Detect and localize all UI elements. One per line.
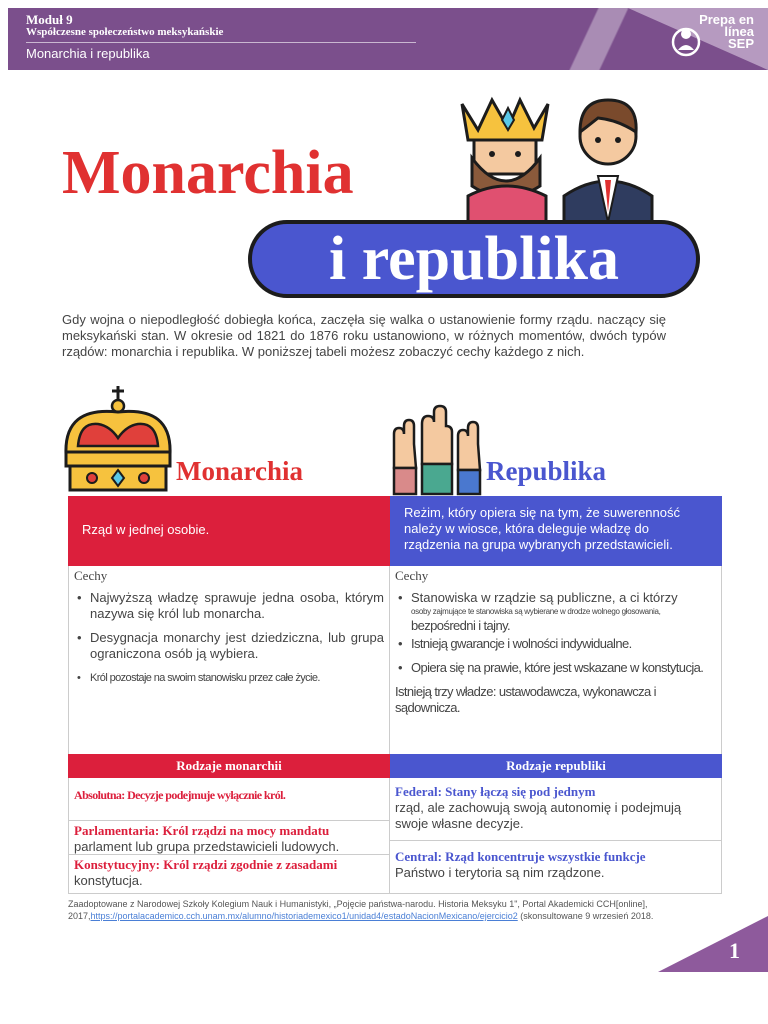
monarchy-types-header: Rodzaje monarchii	[68, 754, 390, 778]
page-number: 1	[729, 938, 740, 963]
feature-note: osoby zajmujące te stanowiska są wybierane w drodze wolnego głosowania,	[411, 607, 661, 616]
course-name: Współczesne społeczeństwo meksykańskie	[26, 26, 224, 38]
intro-paragraph: Gdy wojna o niepodległość dobiegła końca, zaczęła się walka o ustanowienie formy rządu. naczący się meksykański stan. W okresie od 1821 do 1876 roku ustanowiono, w różnych momentów, dwóch typów rządów: monarchia i republika. W poniższej tabeli możesz zobaczyć cechy każdego z nich.	[62, 312, 666, 359]
three-powers-text: Istnieją trzy władze: ustawodawcza, wykonawcza i sądownicza.	[395, 684, 656, 715]
page-header	[8, 8, 768, 70]
source-link[interactable]: https://portalacademico.cch.unam.mx/alumno/historiademexico1/unidad4/estadoNacionMexicano/ejercicio2	[90, 911, 518, 921]
king-and-president-icon	[458, 96, 658, 226]
monarchy-heading: Monarchia	[176, 456, 303, 486]
monarchy-types	[68, 778, 390, 894]
type-heading: Parlamentaria: Król rządzi na mocy mandatu	[74, 823, 330, 838]
logo-text	[699, 14, 754, 50]
logo-text-line: línea	[724, 24, 754, 39]
republic-type-federal	[390, 784, 721, 832]
monarchy-type-constitutional	[69, 854, 389, 889]
feature-text: Stanowiska w rządzie są publiczne, a ci którzy	[411, 590, 678, 605]
type-body: rząd, ale zachowują swoją autonomię i podejmują swoje własne decyzje.	[395, 800, 682, 831]
monarchy-type-absolute	[69, 788, 389, 803]
type-body: konstytucja.	[74, 873, 143, 888]
type-body: parlament lub grupa przedstawicieli ludowych.	[74, 839, 340, 854]
type-heading: Konstytucyjny: Król rządzi zgodnie z zasadami	[74, 857, 338, 872]
title-republika: i republika	[328, 225, 620, 293]
list-item: • Król pozostaje na swoim stanowisku przez całe życie.	[74, 670, 384, 686]
feature-tail: bezpośredni i tajny.	[411, 618, 511, 633]
type-body: Państwo i terytoria są nim rządzone.	[395, 865, 605, 880]
title-monarchia: Monarchia	[62, 139, 354, 207]
type-heading: Absolutna: Decyzje podejmuje wyłącznie król.	[74, 788, 286, 802]
module-label: Moduł 9	[26, 12, 73, 27]
logo-text-line: Prepa en	[699, 12, 754, 27]
republic-heading: Republika	[486, 456, 607, 486]
page-corner-decoration	[658, 916, 768, 972]
republic-type-central	[390, 840, 721, 881]
monarchy-features	[68, 566, 390, 754]
features-label: Cechy	[395, 568, 429, 583]
type-heading: Central: Rząd koncentruje wszystkie funkcje	[395, 849, 646, 864]
republic-types-header: Rodzaje republiki	[390, 754, 722, 778]
monarchy-type-parliamentary	[69, 820, 389, 855]
raised-hands-icon	[388, 404, 488, 496]
source-suffix: (skonsultowane 9 wrzesień 2018.	[517, 911, 654, 921]
list-item: • Istnieją gwarancje i wolności indywidualne.	[395, 636, 716, 652]
header-divider	[26, 42, 416, 43]
list-item: • Najwyższą władzę sprawuje jedna osoba, którym nazywa się król lub monarcha.	[74, 590, 384, 622]
title-republika-badge	[248, 220, 700, 298]
comparison-table	[68, 496, 722, 894]
republic-types	[390, 778, 722, 894]
republic-features-list	[395, 590, 716, 676]
republic-features	[390, 566, 722, 754]
source-citation	[68, 898, 708, 922]
source-text: Zaadoptowane z Narodowej Szkoły Kolegium Nauk i Humanistyki, „Pojęcie państwa-narodu. Historia Meksyku 1", Portal Akademicki CCH[online], 2017,	[68, 899, 648, 921]
republic-definition: Reżim, który opiera się na tym, że suwerenność należy w wiosce, która deleguje władzę do rządzenia na grupa wybranych przedstawicieli.	[390, 496, 722, 566]
list-item: • Opiera się na prawie, które jest wskazane w konstytucja.	[395, 660, 716, 676]
type-heading: Federal: Stany łączą się pod jednym	[395, 784, 596, 799]
topic-label: Monarchia i republika	[26, 46, 150, 61]
monarchy-definition: Rząd w jednej osobie.	[68, 496, 390, 566]
logo-text-line: SEP	[727, 36, 754, 51]
list-item: • Desygnacja monarchy jest dziedziczna, lub grupa ograniczona osób ją wybiera.	[74, 630, 384, 662]
crown-icon	[58, 384, 178, 496]
monarchy-features-list	[74, 590, 384, 686]
features-label: Cechy	[74, 568, 108, 583]
list-item	[395, 590, 716, 634]
